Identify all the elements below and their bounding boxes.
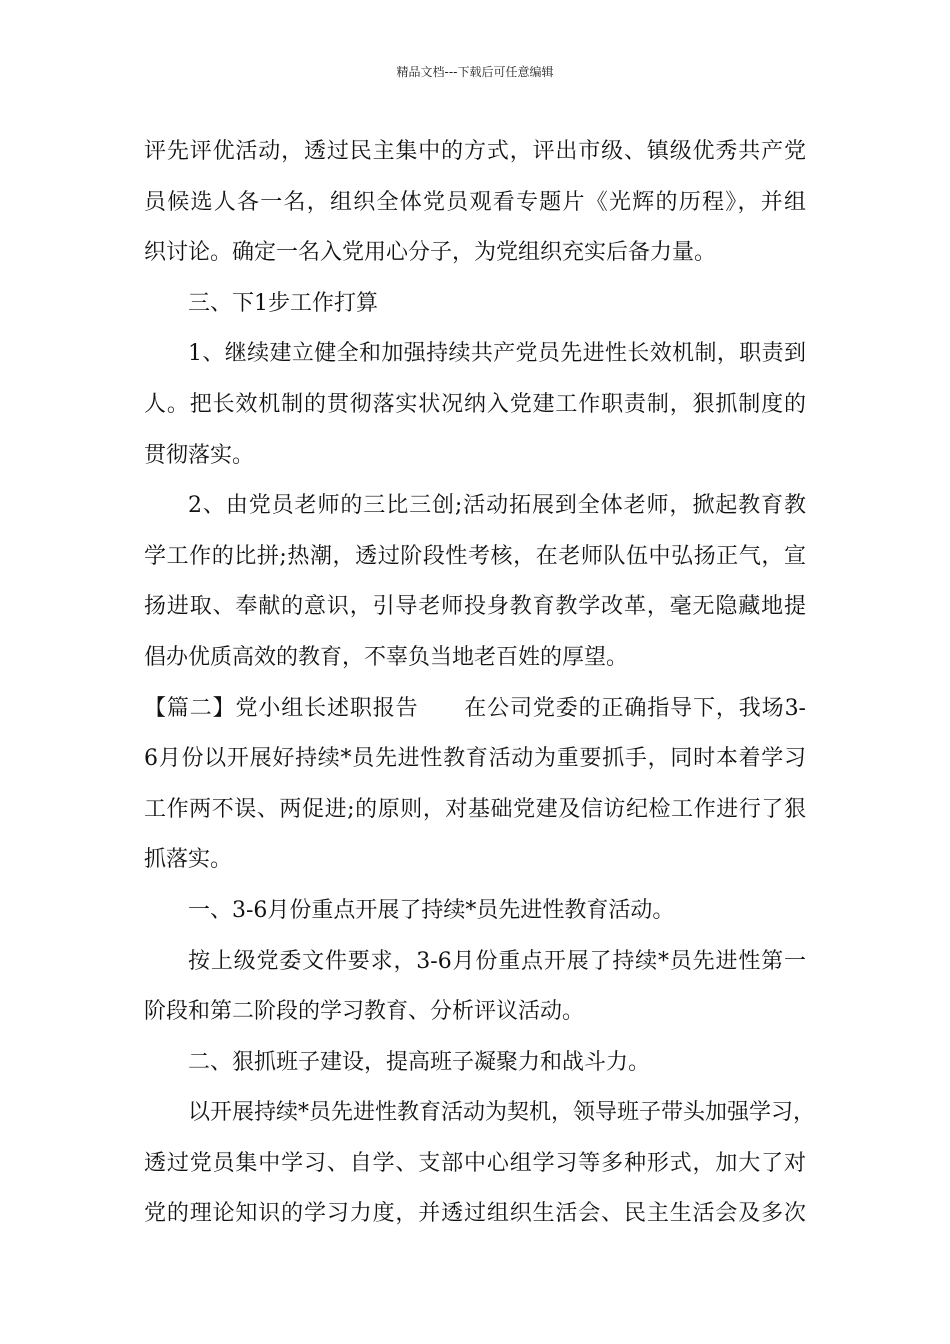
chapter-two-heading: 【篇二】党小组长述职报告 在公司党委的正确指导下，我场3- (144, 695, 806, 721)
text-line-13: 6月份以开展好持续*员先进性教育活动为重要抓手，同时本着学习 (144, 746, 806, 772)
text-line-3: 织讨论。确定一名入党用心分子，为党组织充实后备力量。 (144, 240, 717, 266)
text-line-14: 工作两不误、两促进;的原则，对基础党建及信访纪检工作进行了狠 (144, 796, 806, 822)
text-line-17: 按上级党委文件要求，3-6月份重点开展了持续*员先进性第一 (188, 948, 806, 974)
text-line-9: 学工作的比拼;热潮，透过阶段性考核，在老师队伍中弘扬正气，宣 (144, 543, 806, 569)
text-line-7: 贯彻落实。 (144, 442, 255, 468)
text-line-1: 评先评优活动，透过民主集中的方式，评出市级、镇级优秀共产党 (144, 139, 806, 164)
text-line-21: 透过党员集中学习、自学、支部中心组学习等多种形式，加大了对 (144, 1150, 806, 1176)
section-heading-next-steps: 三、下1步工作打算 (188, 290, 378, 316)
text-line-22: 党的理论知识的学习力度，并透过组织生活会、民主生活会及多次 (144, 1201, 806, 1227)
page-header: 精品文档---下载后可任意编辑 (396, 65, 554, 79)
text-line-5: 1、继续建立健全和加强持续共产党员先进性长效机制，职责到 (188, 341, 806, 367)
text-line-11: 倡办优质高效的教育，不辜负当地老百姓的厚望。 (144, 644, 629, 670)
text-line-18: 阶段和第二阶段的学习教育、分析评议活动。 (144, 999, 585, 1025)
document-body (144, 127, 816, 1240)
text-line-6: 人。把长效机制的贯彻落实状况纳入党建工作职责制，狠抓制度的 (144, 391, 806, 417)
section-heading-one: 一、3-6月份重点开展了持续*员先进性教育活动。 (188, 897, 675, 923)
text-line-8: 2、由党员老师的三比三创;活动拓展到全体老师，掀起教育教 (188, 493, 806, 519)
text-line-2: 员候选人各一名，组织全体党员观看专题片《光辉的历程》，并组 (144, 189, 806, 215)
text-line-15: 抓落实。 (144, 847, 233, 873)
text-line-20: 以开展持续*员先进性教育活动为契机，领导班子带头加强学习， (188, 1100, 816, 1126)
section-heading-two: 二、狠抓班子建设，提高班子凝聚力和战斗力。 (188, 1049, 651, 1075)
text-line-10: 扬进取、奉献的意识，引导老师投身教育教学改革，毫无隐藏地提 (144, 594, 806, 620)
